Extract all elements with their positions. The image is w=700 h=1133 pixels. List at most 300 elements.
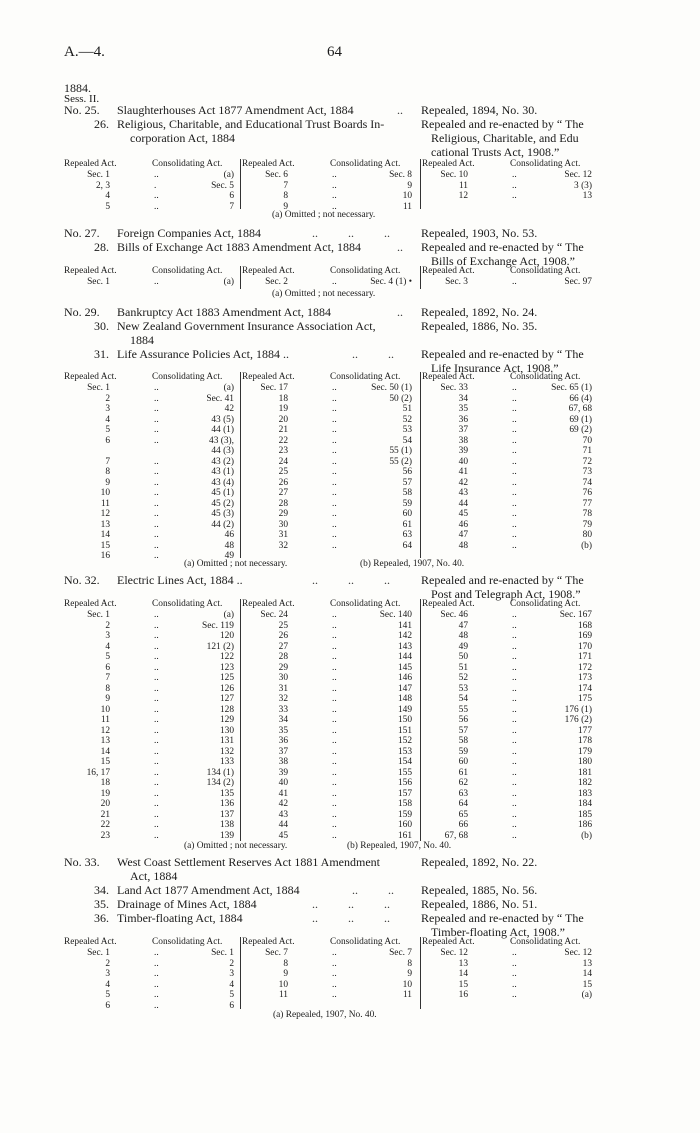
column-header-consolidating: Consolidating Act. (152, 599, 223, 609)
repealed-section: 18 (100, 778, 110, 788)
dot-leader: .. (512, 498, 517, 509)
entry-32 (64, 573, 644, 587)
dot-leader: .. (154, 414, 159, 425)
consolidating-section: 6 (229, 1000, 234, 1011)
dot-leader: .. (332, 456, 337, 467)
act-title: West Coast Settlement Reserves Act 1881 Amendment (117, 855, 380, 869)
consolidating-section: (a) (223, 277, 234, 287)
repealed-section: 5 (105, 652, 110, 662)
dot-leader: .. (154, 1000, 159, 1011)
dot-leader: .. (154, 799, 159, 809)
consolidating-section: 175 (577, 694, 592, 704)
section-table (64, 372, 649, 561)
dot-leader: .. (154, 736, 159, 746)
dot-leader: .. (154, 509, 159, 519)
repealed-section: Sec. 1 (87, 170, 110, 180)
consolidating-section: 122 (219, 652, 234, 662)
repealed-section: 2, 3 (95, 180, 110, 191)
dot-leader: .. (332, 948, 337, 958)
dot-leader: .. (154, 746, 159, 757)
consolidating-section: 121 (2) (206, 641, 234, 652)
dot-leader: .. (332, 662, 337, 673)
dot-leader: . (154, 180, 157, 191)
dot-leader: .. (332, 715, 337, 725)
dot-leader: .. (512, 414, 517, 425)
repealed-section: 44 (278, 820, 288, 830)
consolidating-section: 7 (229, 201, 234, 212)
repealed-section: 33 (278, 704, 288, 715)
repealed-section: 6 (105, 662, 110, 673)
entry-31 (64, 347, 644, 361)
repealed-section: 20 (100, 799, 110, 809)
dot-leader: .. (512, 809, 517, 820)
dot-leader: .. (512, 725, 517, 736)
repealed-section: 3 (105, 404, 110, 414)
consolidating-section: 171 (577, 652, 592, 662)
act-result-continued: Life Insurance Act, 1908.” (431, 361, 559, 375)
repealed-section: 2 (105, 958, 110, 969)
dot-leader: .. (332, 757, 337, 767)
entry-33 (64, 855, 644, 869)
consolidating-section: 123 (219, 662, 234, 673)
repealed-section: 7 (105, 456, 110, 467)
repealed-section: 41 (278, 788, 288, 799)
repealed-section: 41 (458, 467, 468, 477)
consolidating-section: 10 (402, 191, 412, 201)
consolidating-section: 70 (582, 435, 592, 446)
repealed-section: 62 (458, 778, 468, 788)
repealed-section: 6 (105, 1000, 110, 1011)
repealed-section: 45 (278, 830, 288, 841)
dot-leader: .. (512, 540, 517, 551)
dot-leader: .. (332, 201, 337, 212)
table-footnote: (b) Repealed, 1907, No. 40. (347, 841, 452, 851)
consolidating-section: (b) (581, 830, 592, 841)
consolidating-section: 126 (219, 683, 234, 694)
dot-leader: .. (512, 830, 517, 841)
repealed-section: 57 (458, 725, 468, 736)
column-header-repealed: Repealed Act. (422, 599, 475, 609)
consolidating-section: 144 (397, 652, 412, 662)
repealed-section: 23 (100, 830, 110, 841)
dot-leader: .. (332, 498, 337, 509)
dot-leader: .. (332, 979, 337, 990)
repealed-section: 26 (278, 477, 288, 488)
repealed-section: 14 (100, 746, 110, 757)
table-footnote: (b) Repealed, 1907, No. 40. (360, 559, 465, 569)
repealed-section: 4 (105, 414, 110, 425)
act-result: Repealed, 1885, No. 56. (421, 883, 538, 897)
act-result-continued: Religious, Charitable, and Edu (431, 131, 579, 145)
repealed-section: 48 (458, 631, 468, 641)
repealed-section: 22 (278, 435, 288, 446)
consolidating-section: 5 (229, 990, 234, 1000)
consolidating-section: Sec. 50 (1) (371, 383, 412, 393)
repealed-section: 39 (278, 767, 288, 778)
dot-leader: .. (512, 948, 517, 958)
repealed-section: 15 (100, 757, 110, 767)
year-heading: 1884. (64, 81, 91, 95)
consolidating-section: 13 (582, 958, 592, 969)
column-header-consolidating: Consolidating Act. (510, 937, 581, 947)
dot-leader: .. (332, 425, 337, 435)
consolidating-section: 135 (219, 788, 234, 799)
section-table (64, 937, 649, 1009)
table-footnote: (a) Omitted ; not necessary. (184, 559, 288, 569)
consolidating-section: 141 (397, 620, 412, 631)
dot-leader: .. (512, 652, 517, 662)
dot-leader: .. (512, 757, 517, 767)
dot-leader: .. (154, 979, 159, 990)
dot-leader: .. (512, 662, 517, 673)
entry-36 (64, 911, 644, 925)
consolidating-section: 136 (219, 799, 234, 809)
column-divider (240, 372, 241, 558)
act-title: Bills of Exchange Act 1883 Amendment Act, 1884 (117, 240, 361, 254)
consolidating-section: 55 (1) (389, 446, 412, 456)
consolidating-section: 153 (397, 746, 412, 757)
repealed-section: 67, 68 (444, 830, 468, 841)
dot-leader: .. (512, 170, 517, 180)
repealed-section: 38 (278, 757, 288, 767)
repealed-section: 29 (278, 662, 288, 673)
consolidating-section: 130 (219, 725, 234, 736)
repealed-section: 50 (458, 652, 468, 662)
consolidating-section: 56 (402, 467, 412, 477)
repealed-section: 59 (458, 746, 468, 757)
dot-leader: .. (154, 652, 159, 662)
repealed-section: 5 (105, 425, 110, 435)
consolidating-section: 44 (1) (211, 425, 234, 435)
dot-leader: .. .. .. (312, 897, 390, 911)
column-header-consolidating: Consolidating Act. (510, 599, 581, 609)
dot-leader: .. (397, 103, 403, 117)
act-title: Religious, Charitable, and Educational Trust Boards In- (117, 117, 385, 131)
consolidating-section: 76 (582, 488, 592, 498)
dot-leader: .. (332, 830, 337, 841)
dot-leader: .. (154, 498, 159, 509)
repealed-section: 19 (278, 404, 288, 414)
repealed-section: 10 (100, 704, 110, 715)
dot-leader: .. (154, 958, 159, 969)
page-number: 64 (327, 44, 342, 60)
act-result-continued: Bills of Exchange Act, 1908.” (431, 254, 575, 268)
dot-leader: .. (154, 788, 159, 799)
dot-leader: .. (154, 425, 159, 435)
dot-leader: .. (512, 277, 517, 287)
consolidating-section: 69 (2) (569, 425, 592, 435)
dot-leader: .. (332, 694, 337, 704)
consolidating-section: 129 (219, 715, 234, 725)
repealed-section: 25 (278, 467, 288, 477)
repealed-section: 52 (458, 673, 468, 683)
dot-leader: .. (512, 683, 517, 694)
repealed-section: Sec. 6 (265, 170, 288, 180)
entry-number: 35. (94, 897, 109, 911)
repealed-section: 26 (278, 631, 288, 641)
consolidating-section: (a) (581, 990, 592, 1000)
repealed-section: 16 (100, 551, 110, 561)
repealed-section: 22 (100, 820, 110, 830)
dot-leader: .. (332, 530, 337, 540)
dot-leader: .. .. (352, 347, 394, 361)
consolidating-section: 139 (219, 830, 234, 841)
dot-leader: .. (512, 425, 517, 435)
act-title: Slaughterhouses Act 1877 Amendment Act, 1884 (117, 103, 354, 117)
consolidating-section: 53 (402, 425, 412, 435)
consolidating-section: Sec. 7 (389, 948, 412, 958)
dot-leader: .. (512, 958, 517, 969)
entry-27 (64, 226, 644, 240)
dot-leader: .. (512, 778, 517, 788)
consolidating-section: 63 (402, 530, 412, 540)
consolidating-section: Sec. 97 (564, 277, 592, 287)
consolidating-section: 73 (582, 467, 592, 477)
consolidating-section: 2 (229, 958, 234, 969)
repealed-section: 11 (458, 180, 468, 191)
dot-leader: .. (512, 435, 517, 446)
dot-leader: .. (512, 467, 517, 477)
dot-leader: .. (154, 201, 159, 212)
column-header-consolidating: Consolidating Act. (330, 599, 401, 609)
dot-leader: .. (332, 799, 337, 809)
entry-number: No. 27. (64, 226, 100, 240)
dot-leader: .. (397, 305, 403, 319)
consolidating-section: 43 (2) (211, 456, 234, 467)
dot-leader: .. (154, 435, 159, 446)
repealed-section: 53 (458, 683, 468, 694)
act-result-continued: cational Trusts Act, 1908.” (431, 145, 560, 159)
repealed-section: 38 (458, 435, 468, 446)
consolidating-section: 51 (402, 404, 412, 414)
document-reference: A.—4. (64, 44, 105, 60)
consolidating-section: Sec. 12 (564, 170, 592, 180)
dot-leader: .. (512, 191, 517, 201)
column-divider (420, 937, 421, 1009)
consolidating-section: 125 (219, 673, 234, 683)
repealed-section: 45 (458, 509, 468, 519)
dot-leader: .. (332, 383, 337, 393)
dot-leader: .. (332, 170, 337, 180)
consolidating-section: 14 (582, 969, 592, 979)
consolidating-section: 45 (3) (211, 509, 234, 519)
dot-leader: .. (154, 715, 159, 725)
consolidating-section: 172 (577, 662, 592, 673)
column-divider (240, 937, 241, 1009)
repealed-section: 27 (278, 488, 288, 498)
act-result: Repealed and re-enacted by “ The (421, 911, 584, 925)
dot-leader: .. (154, 767, 159, 778)
repealed-section: 13 (100, 519, 110, 530)
consolidating-section: 147 (397, 683, 412, 694)
consolidating-section: 6 (229, 191, 234, 201)
act-title: Foreign Companies Act, 1884 (117, 226, 261, 240)
dot-leader: .. (512, 990, 517, 1000)
dot-leader: .. (512, 509, 517, 519)
act-title-continued: corporation Act, 1884 (130, 131, 235, 145)
consolidating-section: 74 (582, 477, 592, 488)
consolidating-section: (b) (581, 540, 592, 551)
act-result-continued: Post and Telegraph Act, 1908.” (431, 587, 581, 601)
consolidating-section: Sec. 65 (1) (551, 383, 592, 393)
consolidating-section: 137 (219, 809, 234, 820)
dot-leader: .. (332, 519, 337, 530)
consolidating-section: 45 (1) (211, 488, 234, 498)
column-header-repealed: Repealed Act. (422, 372, 475, 382)
repealed-section: 15 (100, 540, 110, 551)
entry-35 (64, 897, 644, 911)
dot-leader: .. (332, 990, 337, 1000)
repealed-section: 30 (278, 519, 288, 530)
consolidating-section: 182 (577, 778, 592, 788)
repealed-section: 40 (278, 778, 288, 788)
act-title-continued: 1884 (130, 333, 154, 347)
repealed-section: 34 (458, 393, 468, 404)
column-header-repealed: Repealed Act. (242, 599, 295, 609)
dot-leader: .. (512, 746, 517, 757)
dot-leader: .. .. .. (312, 911, 390, 925)
dot-leader: .. (332, 673, 337, 683)
repealed-section: 3 (105, 631, 110, 641)
consolidating-section: 13 (582, 191, 592, 201)
consolidating-section: 143 (397, 641, 412, 652)
dot-leader: .. (512, 530, 517, 540)
repealed-section: 20 (278, 414, 288, 425)
consolidating-section: 155 (397, 767, 412, 778)
dot-leader: .. (154, 694, 159, 704)
consolidating-section: 3 (229, 969, 234, 979)
repealed-section: 66 (458, 820, 468, 830)
repealed-section: 16, 17 (86, 767, 110, 778)
consolidating-section: 177 (577, 725, 592, 736)
consolidating-section: 181 (577, 767, 592, 778)
consolidating-section: 4 (229, 979, 234, 990)
dot-leader: .. (332, 446, 337, 456)
consolidating-section: Sec. 167 (559, 610, 592, 620)
dot-leader: .. (332, 277, 337, 287)
entry-number: No. 33. (64, 855, 100, 869)
repealed-section: 14 (458, 969, 468, 979)
consolidating-section: 9 (407, 969, 412, 979)
dot-leader: .. (154, 530, 159, 540)
repealed-section: Sec. 1 (87, 948, 110, 958)
dot-leader: .. (512, 799, 517, 809)
dot-leader: .. (154, 631, 159, 641)
repealed-section: 25 (278, 620, 288, 631)
dot-leader: .. (154, 467, 159, 477)
consolidating-section: 145 (397, 662, 412, 673)
dot-leader: .. (154, 641, 159, 652)
repealed-section: 51 (458, 662, 468, 673)
consolidating-section: 142 (397, 631, 412, 641)
entry-34 (64, 883, 644, 897)
dot-leader: .. (512, 979, 517, 990)
dot-leader: .. (512, 673, 517, 683)
consolidating-section: 43 (1) (211, 467, 234, 477)
entry-25 (64, 103, 644, 117)
consolidating-section: 180 (577, 757, 592, 767)
dot-leader: .. (332, 610, 337, 620)
table-footnote: (a) Omitted ; not necessary. (272, 210, 376, 220)
column-divider (420, 159, 421, 209)
repealed-section: 60 (458, 757, 468, 767)
dot-leader: .. (512, 383, 517, 393)
repealed-section: 8 (105, 683, 110, 694)
consolidating-section: 134 (1) (206, 767, 234, 778)
consolidating-section: Sec. 8 (389, 170, 412, 180)
dot-leader: .. (512, 715, 517, 725)
repealed-section: 9 (105, 694, 110, 704)
consolidating-section: (a) (223, 170, 234, 180)
act-result: Repealed, 1903, No. 53. (421, 226, 538, 240)
dot-leader: .. (332, 180, 337, 191)
column-header-consolidating: Consolidating Act. (510, 372, 581, 382)
entry-number: 34. (94, 883, 109, 897)
consolidating-section: 77 (582, 498, 592, 509)
column-header-consolidating: Consolidating Act. (152, 937, 223, 947)
consolidating-section: 11 (402, 990, 412, 1000)
consolidating-section: 178 (577, 736, 592, 746)
consolidating-section: 43 (4) (211, 477, 234, 488)
act-result-continued: Timber-floating Act, 1908.” (431, 925, 565, 939)
repealed-section: 58 (458, 736, 468, 746)
repealed-section: 36 (278, 736, 288, 746)
consolidating-section: 60 (402, 509, 412, 519)
dot-leader: .. (397, 240, 403, 254)
consolidating-section: 44 (2) (211, 519, 234, 530)
repealed-section: 55 (458, 704, 468, 715)
repealed-section: 8 (283, 191, 288, 201)
repealed-section: 4 (105, 191, 110, 201)
dot-leader: .. (154, 969, 159, 979)
dot-leader: .. (332, 652, 337, 662)
consolidating-section: 15 (582, 979, 592, 990)
dot-leader: .. (512, 631, 517, 641)
consolidating-section: 10 (402, 979, 412, 990)
column-header-repealed: Repealed Act. (422, 159, 475, 169)
consolidating-section: 134 (2) (206, 778, 234, 788)
dot-leader: .. (154, 620, 159, 631)
act-result: Repealed, 1892, No. 22. (421, 855, 538, 869)
repealed-section: 13 (100, 736, 110, 746)
dot-leader: .. (332, 435, 337, 446)
repealed-section: 27 (278, 641, 288, 652)
repealed-section: 34 (278, 715, 288, 725)
consolidating-section: 58 (402, 488, 412, 498)
consolidating-section: (a) (223, 610, 234, 620)
dot-leader: .. (154, 778, 159, 788)
repealed-section: 11 (100, 715, 110, 725)
repealed-section: 37 (278, 746, 288, 757)
dot-leader: .. (512, 736, 517, 746)
repealed-section: 10 (100, 488, 110, 498)
dot-leader: .. (512, 767, 517, 778)
section-table (64, 266, 649, 289)
entry-26 (64, 117, 644, 131)
repealed-section: 56 (458, 715, 468, 725)
section-table (64, 599, 649, 841)
dot-leader: .. (154, 277, 159, 287)
consolidating-section: 168 (577, 620, 592, 631)
column-header-repealed: Repealed Act. (64, 372, 117, 382)
act-title: Bankruptcy Act 1883 Amendment Act, 1884 (117, 305, 331, 319)
act-title: Life Assurance Policies Act, 1884 .. (117, 347, 289, 361)
dot-leader: .. (332, 477, 337, 488)
dot-leader: .. (512, 446, 517, 456)
dot-leader: .. (154, 404, 159, 414)
repealed-section: 9 (283, 201, 288, 212)
consolidating-section: Sec. 41 (206, 393, 234, 404)
